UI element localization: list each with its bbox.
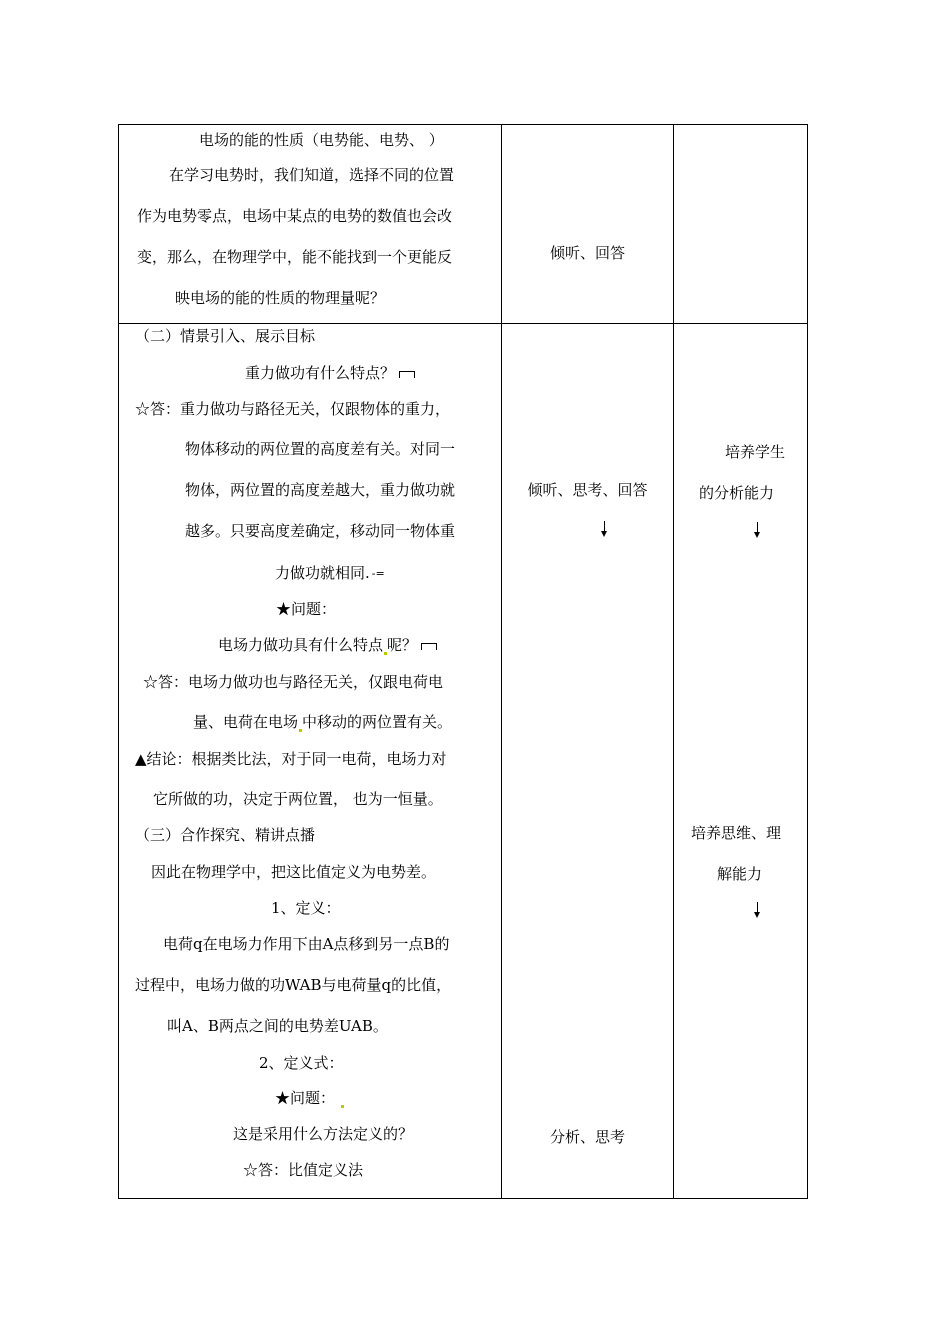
definition-title: 1、定义： [271, 899, 341, 917]
goal-line: 的分析能力 [699, 484, 775, 502]
answer-line: 物体，两位置的高度差越大，重力做功就 [185, 481, 456, 499]
row-divider [119, 323, 807, 324]
row1-heading: 电场的能的性质（电势能、电势、 ） [199, 131, 444, 149]
down-arrow-icon [757, 902, 758, 914]
answer-line-end: 力做功就相同. -= [275, 564, 385, 582]
question-electric-work: 电场力做功具有什么特点 呢？ [218, 635, 437, 655]
definition-line: 叫A、B两点之间的电势差UAB。 [167, 1017, 388, 1035]
down-arrow-icon [757, 522, 758, 534]
answer-line: 量、电荷在电场 中移动的两位置有关。 [193, 713, 453, 731]
conclusion-line: 它所做的功，决定于两位置， 也为一恒量。 [153, 790, 443, 808]
activity-analyze: 分析、思考 [549, 1128, 625, 1146]
answer-line: 物体移动的两位置的高度差有关。对同一 [185, 440, 456, 458]
down-arrow-icon [604, 521, 605, 533]
question-method: 这是采用什么方法定义的？ [233, 1125, 414, 1143]
column-divider-2 [673, 125, 674, 1198]
answer-line: ☆答：重力做功与路径无关，仅跟物体的重力， [135, 400, 451, 418]
goal-line: 培养学生 [725, 443, 786, 461]
question-gravity-work: 重力做功有什么特点？ [245, 363, 415, 383]
activity-listen-think: 倾听、思考、回答 [527, 481, 648, 499]
goal-line: 培养思维、理 [691, 824, 782, 842]
answer-line: ☆答：电场力做功也与路径无关，仅跟电荷电 [143, 673, 444, 691]
section-3-title: （三）合作探究、精讲点播 [135, 826, 316, 844]
problem-label: ★问题： [275, 1088, 344, 1108]
row1-line: 变，那么，在物理学中，能不能找到一个更能反 [137, 248, 453, 266]
answer-line: 越多。只要高度差确定，移动同一物体重 [185, 522, 456, 540]
row1-line: 作为电势零点，电场中某点的电势的数值也会改 [137, 207, 453, 225]
conclusion-line: ▲结论：根据类比法，对于同一电荷，电场力对 [135, 750, 447, 768]
column-divider-1 [501, 125, 502, 1198]
answer-method: ☆答：比值定义法 [243, 1161, 364, 1179]
goal-line: 解能力 [717, 865, 763, 883]
row1-line: 在学习电势时，我们知道，选择不同的位置 [169, 166, 455, 184]
definition-line: 过程中，电场力做的功WAB与电荷量q的比值， [135, 976, 452, 994]
highlight-dot-icon [341, 1105, 344, 1108]
definition-line: 电荷q在电场力作用下由A点移到另一点B的 [163, 935, 450, 953]
equals-mark: -= [371, 567, 385, 580]
row1-activity: 倾听、回答 [549, 244, 625, 262]
bracket-mark-icon [421, 643, 437, 650]
section-2-title: （二）情景引入、展示目标 [135, 327, 316, 345]
row1-line: 映电场的能的性质的物理量呢？ [175, 289, 386, 307]
ratio-definition: 因此在物理学中，把这比值定义为电势差。 [151, 863, 437, 881]
bracket-mark-icon [399, 371, 415, 378]
lesson-plan-table [118, 124, 808, 1199]
formula-title: 2、定义式： [259, 1054, 344, 1072]
problem-label: ★问题： [276, 600, 337, 618]
